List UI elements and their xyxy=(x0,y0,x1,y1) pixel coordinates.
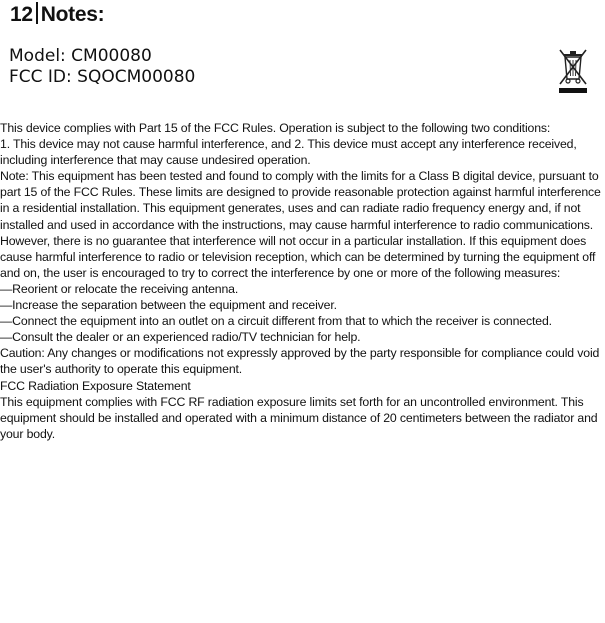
header-divider xyxy=(36,2,38,24)
measures-intro-paragraph: and on, the user is encouraged to try to correct the interference by one or more of the following measures: xyxy=(0,265,561,280)
exposure-heading: FCC Radiation Exposure Statement xyxy=(0,378,191,393)
page-number: 12 xyxy=(10,3,33,26)
fcc-id: FCC ID: SQOCM00080 xyxy=(9,67,196,87)
note-paragraph: Note: This equipment has been tested and found to comply with the limits for a Class B digital device, pursuant to part 15 of the FCC Rules. These limits are designed to provide reasonable protection against harmful interference in a residential installation. This equipment generates, uses and can radiate radio frequency energy and, if not installed and used in accordance with the instructions, may cause harmful interference to radio communications. However, there is no guarantee that interference will not occur in a particular installation. If this equipment does cause harmful interference to radio or television reception, which can be determined by turning the equipment off xyxy=(0,169,601,264)
conditions-paragraph: 1. This device may not cause harmful interference, and 2. This device must accept any interference received, including interference that may cause undesired operation. xyxy=(0,137,577,168)
model-number: Model: CM00080 xyxy=(9,46,152,66)
measure-item: —Increase the separation between the equipment and receiver. xyxy=(0,298,337,313)
measure-item: —Consult the dealer or an experienced radio/TV technician for help. xyxy=(0,330,361,345)
caution-paragraph: Caution: Any changes or modifications not expressly approved by the party responsible for compliance could void the user's authority to operate this equipment. xyxy=(0,346,600,377)
fcc-statement xyxy=(0,120,605,442)
compliance-paragraph: This device complies with Part 15 of the FCC Rules. Operation is subject to the following two conditions: xyxy=(0,121,551,135)
page-title: Notes: xyxy=(40,3,105,26)
exposure-paragraph: This equipment complies with FCC RF radiation exposure limits set forth for an uncontrolled environment. This equipment should be installed and operated with a minimum distance of 20 centimeters between the radiator and your body. xyxy=(0,394,598,441)
product-identification xyxy=(9,46,195,88)
page-header xyxy=(10,2,104,27)
measure-item: —Reorient or relocate the receiving antenna. xyxy=(0,281,239,296)
crossed-out-wheelie-bin-icon xyxy=(556,46,590,96)
measure-item: —Connect the equipment into an outlet on a circuit different from that to which the receiver is connected. xyxy=(0,314,552,329)
